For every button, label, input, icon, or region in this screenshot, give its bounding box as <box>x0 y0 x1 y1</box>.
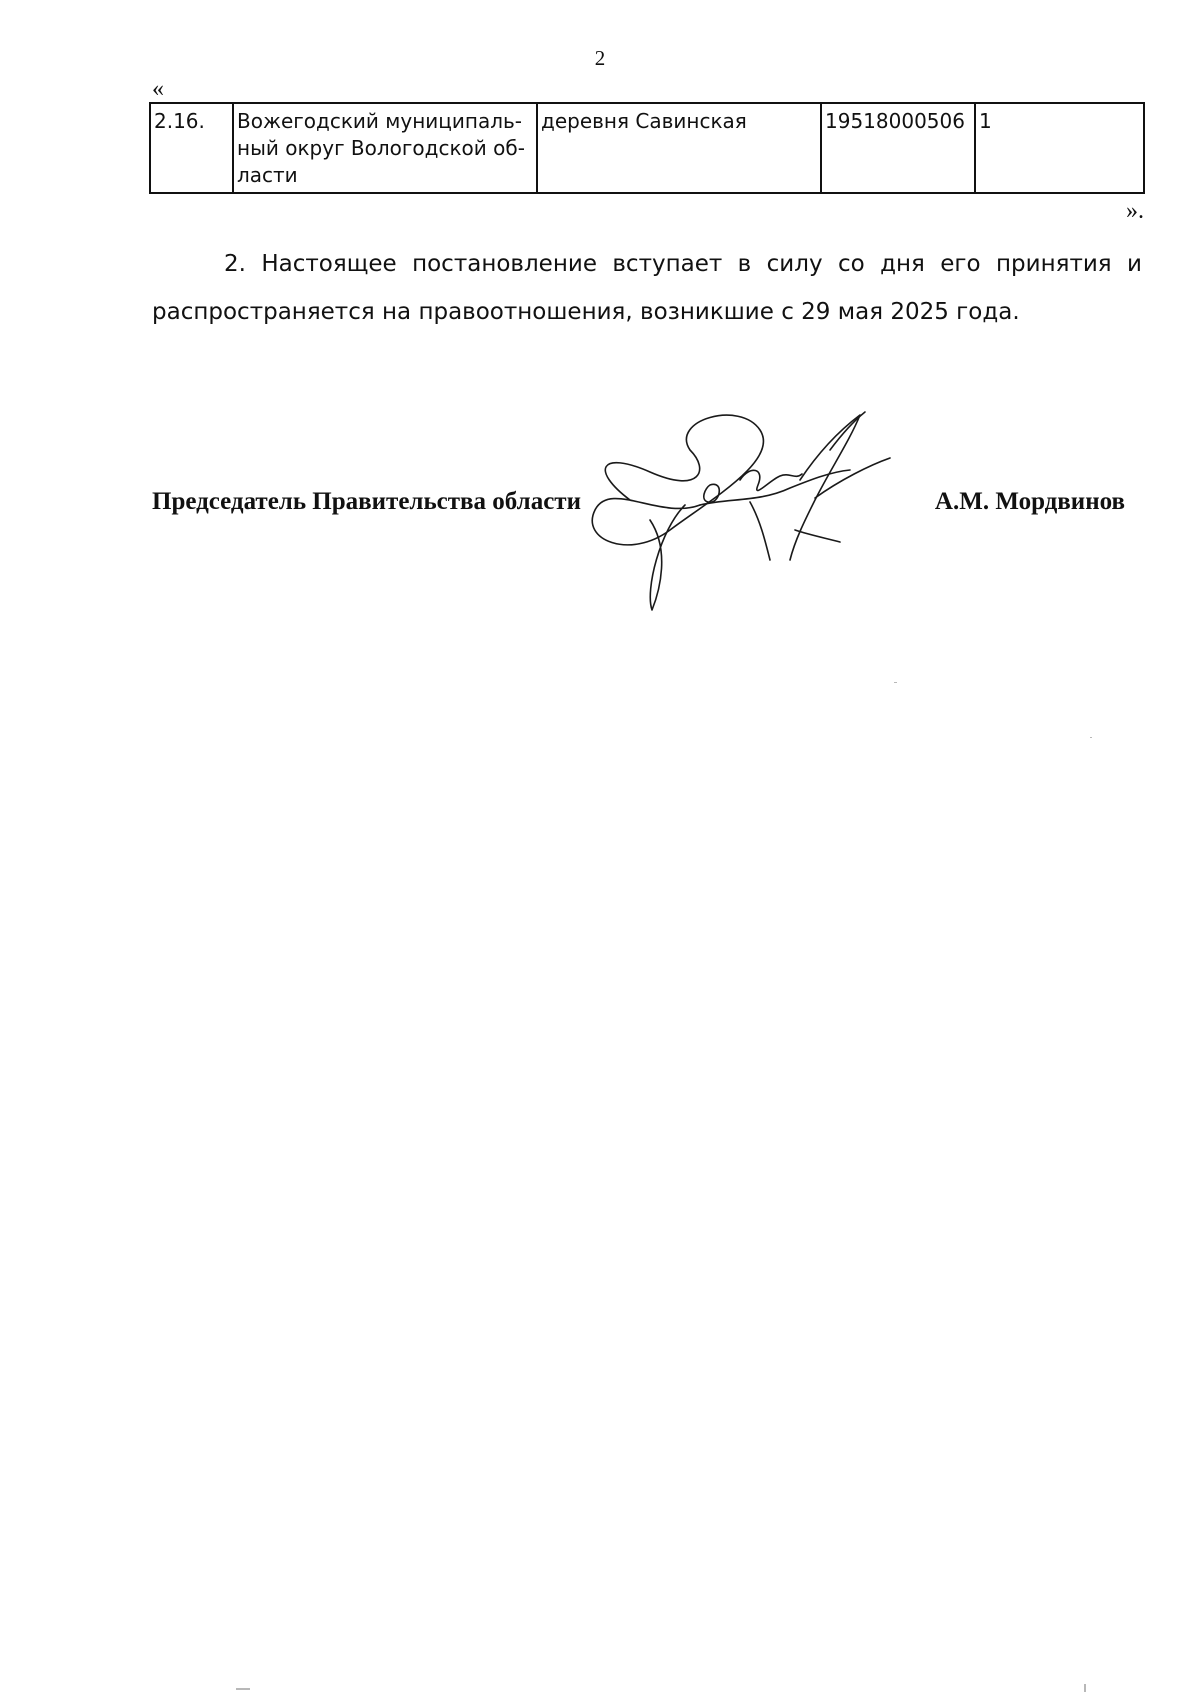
scan-mark <box>1084 1684 1086 1692</box>
closing-quote: ». <box>1126 198 1144 224</box>
municipality-line: Вожегодский муниципаль- <box>237 109 523 133</box>
page-number: 2 <box>594 46 606 70</box>
scan-mark <box>894 682 897 683</box>
value-cell: 1 <box>975 103 1144 193</box>
municipality-cell <box>233 103 537 193</box>
scan-mark <box>236 1688 250 1690</box>
signatory-title: Председатель Правительства области <box>152 488 581 515</box>
paragraph-effective-date: 2. Настоящее постановление вступает в силу со дня его принятия и распространяется на правоотношения, возникшие с 29 мая 2025 года. <box>152 251 1142 325</box>
municipality-line: ный округ Вологодской об- <box>237 136 525 160</box>
opening-quote: « <box>152 76 164 102</box>
table-row <box>150 103 1144 193</box>
code-cell: 19518000506 <box>821 103 975 193</box>
row-number-cell: 2.16. <box>150 103 233 193</box>
signatory-name: А.М. Мордвинов <box>934 488 1125 515</box>
scan-mark <box>1090 737 1092 738</box>
municipality-line: ласти <box>237 163 298 187</box>
settlements-table <box>149 102 1145 194</box>
handwritten-signature <box>590 410 950 620</box>
settlement-cell: деревня Савинская <box>537 103 821 193</box>
